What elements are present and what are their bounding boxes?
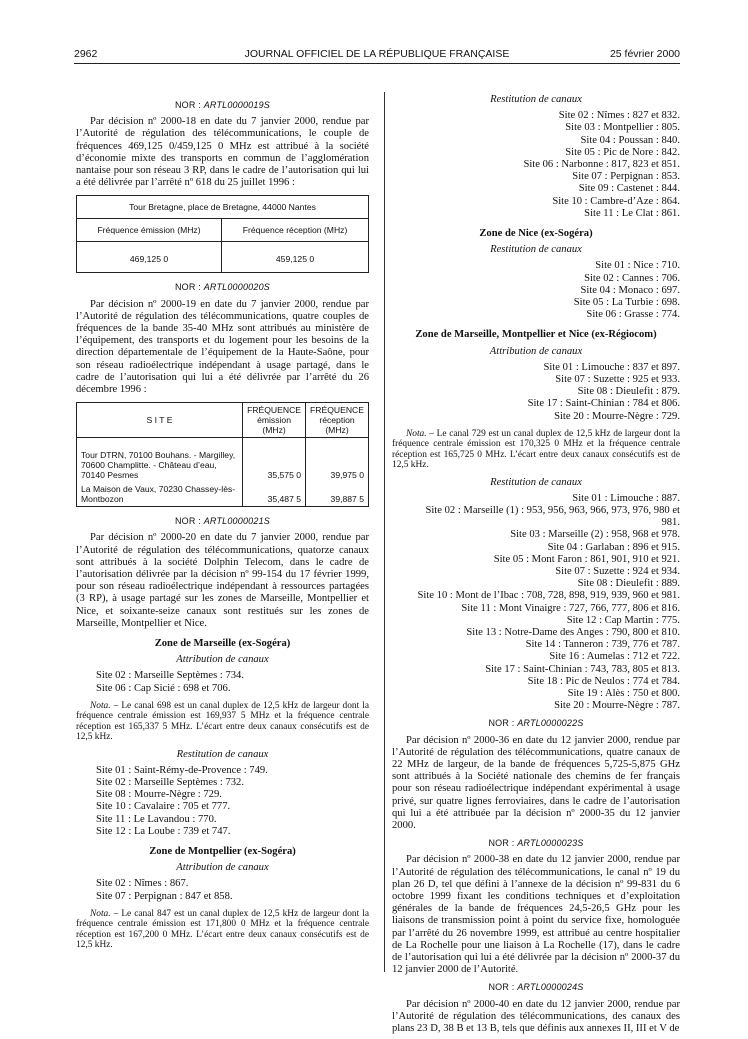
list-item: Site 01 : Limouche : 837 et 897. bbox=[543, 361, 680, 373]
subsection-heading: Attribution de canaux bbox=[176, 862, 269, 874]
column-header: S I T E bbox=[77, 403, 243, 438]
list-item: Site 05 : Pic de Nore : 842. bbox=[565, 146, 680, 158]
list-item: Site 03 : Montpellier : 805. bbox=[565, 122, 680, 134]
column-header: FRÉQUENCE émission (MHz) bbox=[243, 403, 306, 438]
list-item: Site 10 : Cambre-d’Aze : 864. bbox=[552, 195, 680, 207]
list-item: Site 11 : Le Clat : 861. bbox=[584, 207, 680, 219]
list-item: Site 14 : Tanneron : 739, 776 et 787. bbox=[525, 639, 680, 651]
nor-reference: NOR : ARTL0000020S bbox=[174, 282, 270, 293]
list-item: Site 08 : Dieulefit : 879. bbox=[577, 386, 680, 398]
list-item: Site 07 : Perpignan : 847 et 858. bbox=[96, 890, 233, 902]
list-item: Site 12 : La Loube : 739 et 747. bbox=[96, 825, 231, 837]
note-paragraph: Nota. – Le canal 729 est un canal duplex de 12,5 kHz de largeur dont la fréquence centrale émission est 170,325 0 MHz et la fréquence centrale réception est 165,725 0 MHz. L’écart entre deux canaux consécutifs est de 12,5 kHz. bbox=[392, 428, 680, 471]
list-item: Site 11 : Mont Vinaigre : 727, 766, 777, 806 et 816. bbox=[461, 602, 680, 614]
table-cell: 39,887 5 bbox=[306, 482, 369, 507]
list-item: Site 04 : Monaco : 697. bbox=[580, 284, 680, 296]
nor-reference: NOR : ARTL0000023S bbox=[488, 838, 584, 849]
list-item: Site 18 : Pic de Neulos : 774 et 784. bbox=[527, 675, 680, 687]
decision-paragraph: Par décision nº 2000-18 en date du 7 janvier 2000, rendue par l’Autorité de régulation des télécommunications, le couple de fréquences 469,125 0/459,125 0 MHz est attribué à la société d’économie mixte des transports en commun de l’agglomération nantaise pour son réseau 3 RP, dans le cadre de l’autorisation qui lui a été délivrée par l’arrêté nº 618 du 25 juillet 1996 : bbox=[76, 116, 369, 189]
decision-paragraph: Par décision nº 2000-40 en date du 12 janvier 2000, rendue par l’Autorité de régulation des télécommunications, des canaux des plans 23 D, 38 B et 13 B, tels que définis aux annexes II, III et V de bbox=[392, 998, 680, 1035]
list-item: Site 10 : Cavalaire : 705 et 777. bbox=[96, 801, 231, 813]
list-item: Site 05 : La Turbie : 698. bbox=[573, 297, 680, 309]
list-item: Site 06 : Grasse : 774. bbox=[586, 309, 680, 321]
zone-heading: Zone de Marseille (ex-Sogéra) bbox=[154, 638, 291, 650]
list-item: Site 03 : Marseille (2) : 958, 968 et 978. bbox=[510, 529, 680, 541]
table-cell: 39,975 0 bbox=[306, 438, 369, 483]
list-item: Site 02 : Marseille Septèmes : 734. bbox=[96, 670, 244, 682]
journal-title: JOURNAL OFFICIEL DE LA RÉPUBLIQUE FRANÇAISE bbox=[244, 48, 510, 60]
issue-date: 25 février 2000 bbox=[609, 48, 680, 60]
table-title: Tour Bretagne, place de Bretagne, 44000 Nantes bbox=[77, 196, 369, 219]
list-item: Site 01 : Nice : 710. bbox=[595, 260, 680, 272]
list-item: Site 06 : Narbonne : 817, 823 et 851. bbox=[523, 159, 680, 171]
list-item: Site 01 : Saint-Rémy-de-Provence : 749. bbox=[96, 764, 268, 776]
column-header: Fréquence réception (MHz) bbox=[222, 219, 369, 242]
list-item: Site 20 : Mourre-Nègre : 729. bbox=[554, 410, 680, 422]
subsection-heading: Restitution de canaux bbox=[490, 244, 582, 256]
subsection-heading: Restitution de canaux bbox=[490, 476, 582, 488]
table-cell: La Maison de Vaux, 70230 Chassey-lès-Montbozon bbox=[77, 482, 243, 507]
list-item: Site 02 : Nîmes : 827 et 832. bbox=[558, 110, 680, 122]
list-item: Site 04 : Garlaban : 896 et 915. bbox=[547, 541, 680, 553]
list-item: Site 04 : Poussan : 840. bbox=[580, 134, 680, 146]
subsection-heading: Restitution de canaux bbox=[176, 748, 269, 760]
decision-paragraph: Par décision nº 2000-20 en date du 7 janvier 2000, rendue par l’Autorité de régulation des télécommunications, quatorze canaux sont attribués à la société Dolphin Telecom, dans le cadre de l’autorisation délivrée par la décision nº 99-154 du 17 février 1999, pour son réseau radioélectrique indépendant à ressources partagées (3 RP), à usage partagé sur les zones de Marseille, Montpellier et Nice, et soixante-seize canaux sont restitués sur les zones de Marseille, Montpellier et Nice. bbox=[76, 532, 369, 629]
list-item: Site 02 : Marseille Septèmes : 732. bbox=[96, 776, 244, 788]
list-item: Site 12 : Cap Martin : 775. bbox=[566, 614, 680, 626]
list-item: Site 08 : Mourre-Nègre : 729. bbox=[96, 789, 222, 801]
note-paragraph: Nota. – Le canal 847 est un canal duplex de 12,5 kHz de largeur dont la fréquence centrale émission est 171,800 0 MHz et la fréquence centrale réception est 167,200 0 MHz. L’écart entre deux canaux consécutifs est de 12,5 kHz. bbox=[76, 908, 369, 950]
table-cell: 469,125 0 bbox=[77, 242, 222, 273]
list-item: Site 20 : Mourre-Nègre : 787. bbox=[554, 700, 680, 712]
list-item: Site 10 : Mont de l’Ibac : 708, 728, 898, 919, 939, 960 et 981. bbox=[417, 590, 680, 602]
subsection-heading: Attribution de canaux bbox=[489, 345, 583, 357]
list-item: Site 07 : Suzette : 925 et 933. bbox=[555, 374, 680, 386]
subsection-heading: Attribution de canaux bbox=[176, 654, 269, 666]
list-item: Site 16 : Aumelas : 712 et 722. bbox=[549, 651, 680, 663]
decision-paragraph: Par décision nº 2000-36 en date du 12 janvier 2000, rendue par l’Autorité de régulation des télécommunications, quatre canaux de 22 MHz de largeur, de la bande de fréquences 5,725-5,875 GHz sont attribués à la Société nationale des chemins de fer français pour son réseau radioélectrique indépendant expérimental à usage privé, sur quatre lignes ferroviaires, dans le cadre de l’autorisation qui lui a été attribuée par la décision nº 2000-35 du 12 janvier 2000. bbox=[392, 734, 680, 831]
list-item: Site 02 : Marseille (1) : 953, 956, 963, 966, 973, 976, 980 et 981. bbox=[425, 504, 680, 529]
list-item: Site 06 : Cap Sicié : 698 et 706. bbox=[96, 682, 231, 694]
table-cell: Tour DTRN, 70100 Bouhans. - Margilley, 70600 Champlitte. - Château d’eau, 70140 Pesmes bbox=[77, 438, 243, 483]
list-item: Site 19 : Alès : 750 et 800. bbox=[567, 687, 680, 699]
subsection-heading: Restitution de canaux bbox=[490, 94, 582, 105]
page-number: 2962 bbox=[74, 48, 98, 60]
list-item: Site 07 : Suzette : 924 et 934. bbox=[555, 565, 680, 577]
list-item: Site 13 : Notre-Dame des Anges : 790, 800 et 810. bbox=[466, 626, 680, 638]
decision-paragraph: Par décision nº 2000-19 en date du 7 janvier 2000, rendue par l’Autorité de régulation des télécommunications, quatre couples de fréquences de la bande 35-40 MHz sont attribués au ministère de l’équipement, des transports et du logement pour les besoins de la direction départementale de l’équipement de la Haute-Saône, pour son réseau radioélectrique indépendant à usage partagé, dans le cadre de l’autorisation qui lui a été délivrée par l’arrêté du 26 décembre 1996 : bbox=[76, 298, 369, 396]
left-column bbox=[76, 94, 369, 956]
zone-heading: Zone de Montpellier (ex-Sogéra) bbox=[149, 845, 296, 857]
decision-paragraph: Par décision nº 2000-38 en date du 12 janvier 2000, rendue par l’Autorité de régulation des télécommunications, le canal nº 19 du plan 26 D, tel que défini à l’annexe de la décision nº 99-831 du 6 octobre 1999 fixant les conditions techniques et d’exploitation générales de la bande de fréquences 24,5-26,5 GHz pour les liaisons de transmission point à point du service fixe, homologuée par l’arrêté du 26 novembre 1999, est attribué au centre hospitalier de La Rochelle pour une liaison à La Rochelle (17), dans le cadre de l’autorisation qui lui a été délivrée par la décision nº 2000-37 du 12 janvier 2000 de l’Autorité. bbox=[392, 854, 680, 976]
list-item: Site 17 : Saint-Chinian : 743, 783, 805 et 813. bbox=[485, 663, 680, 675]
table-cell: 35,487 5 bbox=[243, 482, 306, 507]
zone-heading: Zone de Marseille, Montpellier et Nice (ex-Régiocom) bbox=[415, 329, 657, 341]
table-cell: 459,125 0 bbox=[222, 242, 369, 273]
list-item: Site 02 : Cannes : 706. bbox=[584, 272, 680, 284]
note-paragraph: Nota. – Le canal 698 est un canal duplex de 12,5 kHz de largeur dont la fréquence centrale émission est 169,937 5 MHz et la fréquence centrale réception est 165,337 5 MHz. L’écart entre deux canaux consécutifs est de 12,5 kHz. bbox=[76, 700, 369, 743]
header-rule bbox=[74, 63, 680, 64]
column-header: Fréquence émission (MHz) bbox=[77, 219, 222, 242]
page-header bbox=[74, 48, 680, 62]
list-item: Site 08 : Dieulefit : 889. bbox=[577, 578, 680, 590]
frequency-table-haute-saone bbox=[76, 402, 369, 507]
nor-reference: NOR : ARTL0000021S bbox=[174, 516, 270, 527]
frequency-table-nantes bbox=[76, 195, 369, 273]
nor-reference: NOR : ARTL0000024S bbox=[488, 982, 584, 993]
list-item: Site 11 : Le Lavandou : 770. bbox=[96, 813, 217, 825]
nor-reference: NOR : ARTL0000019S bbox=[174, 100, 270, 110]
list-item: Site 09 : Castenet : 844. bbox=[578, 183, 680, 195]
right-column bbox=[392, 94, 680, 1039]
zone-heading: Zone de Nice (ex-Sogéra) bbox=[479, 228, 593, 240]
list-item: Site 02 : Nîmes : 867. bbox=[96, 878, 189, 890]
list-item: Site 07 : Perpignan : 853. bbox=[572, 171, 680, 183]
list-item: Site 17 : Saint-Chinian : 784 et 806. bbox=[527, 398, 680, 410]
nor-reference: NOR : ARTL0000022S bbox=[488, 718, 584, 729]
list-item: Site 05 : Mont Faron : 861, 901, 910 et 921. bbox=[493, 553, 680, 565]
list-item: Site 01 : Limouche : 887. bbox=[572, 492, 680, 504]
column-header: FRÉQUENCE réception (MHz) bbox=[306, 403, 369, 438]
table-cell: 35,575 0 bbox=[243, 438, 306, 483]
column-divider bbox=[384, 92, 385, 972]
